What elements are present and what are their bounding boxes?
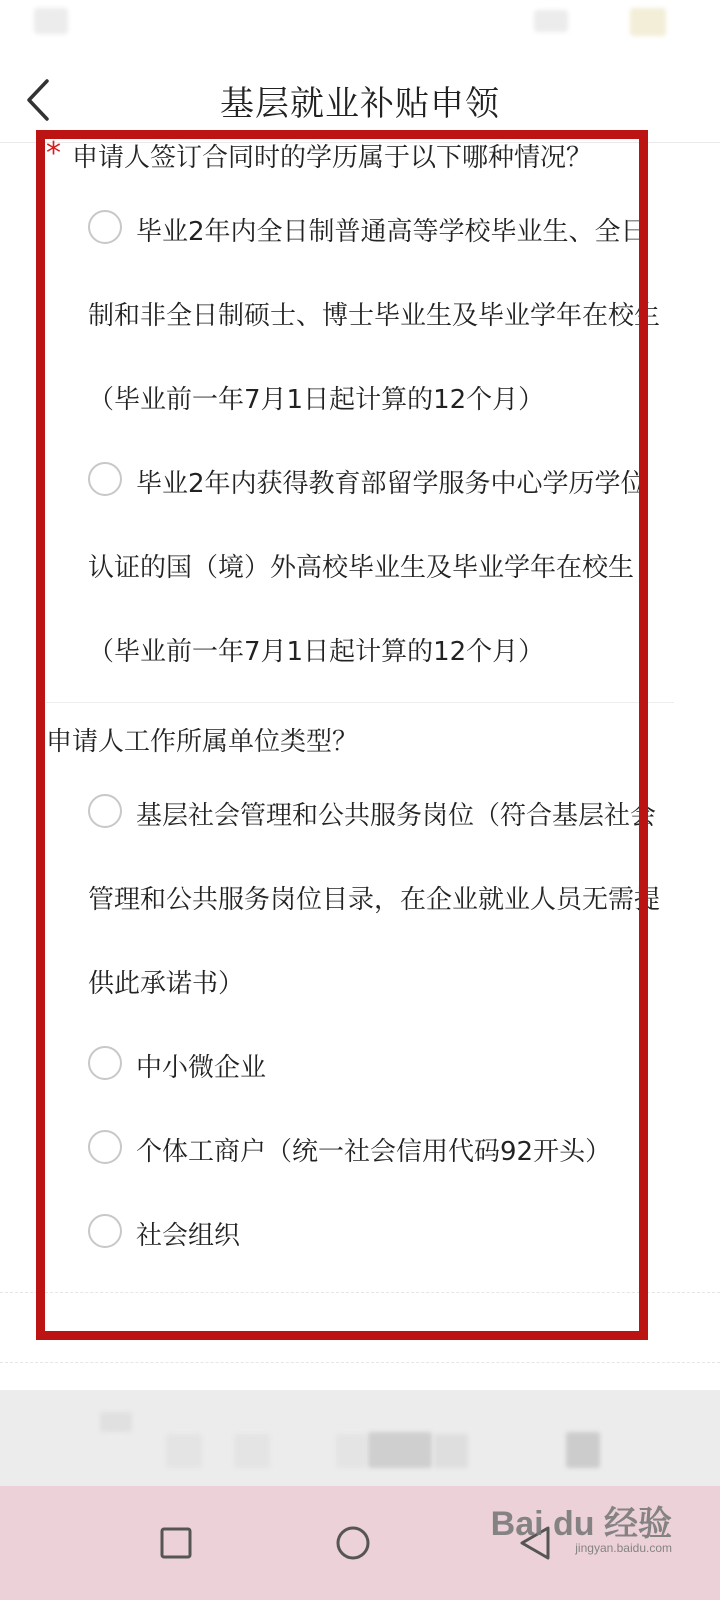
radio-option[interactable] bbox=[46, 774, 674, 1026]
radio-button[interactable] bbox=[88, 1046, 122, 1080]
section-divider bbox=[0, 1292, 720, 1293]
option-label: 毕业2年内获得教育部留学服务中心学历学位认证的国（境）外高校毕业生及毕业学年在校生（毕业前一年7月1日起计算的12个月） bbox=[88, 469, 647, 667]
home-button[interactable] bbox=[318, 1508, 388, 1578]
option-label: 中小微企业 bbox=[136, 1053, 267, 1083]
watermark-brand: Bai du 经验 bbox=[490, 1505, 672, 1543]
option-label: 基层社会管理和公共服务岗位（符合基层社会管理和公共服务岗位目录，在企业就业人员无需提供此承诺书） bbox=[88, 801, 661, 999]
question-education bbox=[46, 128, 674, 694]
question-employer-type bbox=[46, 712, 674, 1278]
blurred-element bbox=[368, 1432, 432, 1468]
question-text: 申请人工作所属单位类型？ bbox=[46, 727, 359, 757]
recents-button[interactable] bbox=[141, 1508, 211, 1578]
radio-button[interactable] bbox=[88, 210, 122, 244]
page-title: 基层就业补贴申领 bbox=[220, 84, 500, 124]
blurred-element bbox=[434, 1434, 468, 1468]
status-icon bbox=[534, 10, 568, 32]
watermark-logo bbox=[491, 1496, 672, 1555]
option-label: 社会组织 bbox=[136, 1221, 241, 1251]
radio-option[interactable] bbox=[46, 1194, 674, 1278]
radio-option[interactable] bbox=[46, 442, 674, 694]
status-icon bbox=[34, 8, 68, 34]
radio-button[interactable] bbox=[88, 1214, 122, 1248]
required-marker: * bbox=[46, 136, 61, 171]
blurred-element bbox=[100, 1412, 132, 1432]
radio-button[interactable] bbox=[88, 462, 122, 496]
question-header bbox=[46, 128, 674, 188]
blurred-element bbox=[336, 1434, 366, 1468]
radio-option[interactable] bbox=[46, 1026, 674, 1110]
square-icon bbox=[160, 1527, 192, 1559]
section-divider bbox=[46, 702, 674, 703]
status-icon bbox=[630, 8, 666, 36]
blurred-element bbox=[234, 1434, 270, 1468]
section-divider bbox=[0, 1362, 720, 1363]
watermark-url: jingyan.baidu.com bbox=[575, 1541, 672, 1555]
option-label: 个体工商户（统一社会信用代码92开头） bbox=[136, 1137, 612, 1167]
bottom-action-bar bbox=[0, 1390, 720, 1486]
radio-button[interactable] bbox=[88, 794, 122, 828]
radio-button[interactable] bbox=[88, 1130, 122, 1164]
circle-icon bbox=[335, 1525, 371, 1561]
option-label: 毕业2年内全日制普通高等学校毕业生、全日制和非全日制硕士、博士毕业生及毕业学年在校生（毕业前一年7月1日起计算的12个月） bbox=[88, 217, 661, 415]
status-bar bbox=[0, 0, 720, 50]
blurred-element bbox=[566, 1432, 600, 1468]
blurred-element bbox=[166, 1434, 202, 1468]
radio-option[interactable] bbox=[46, 1110, 674, 1194]
question-header bbox=[46, 712, 674, 772]
radio-option[interactable] bbox=[46, 190, 674, 442]
question-text: 申请人签订合同时的学历属于以下哪种情况？ bbox=[72, 143, 593, 173]
